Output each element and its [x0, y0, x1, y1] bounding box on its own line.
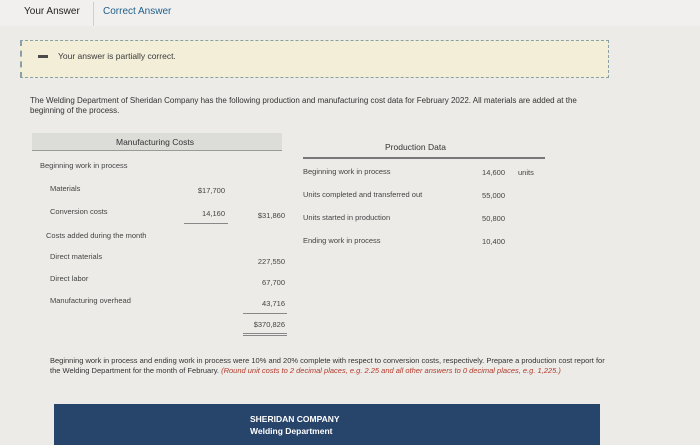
- conversion-costs-value: 14,160: [202, 209, 225, 218]
- pd-beginning-wip-value: 14,600: [482, 168, 505, 177]
- total-double-underline-1: [243, 333, 287, 334]
- tab-your-answer[interactable]: Your Answer: [24, 6, 80, 17]
- company-name: SHERIDAN COMPANY: [250, 414, 340, 424]
- partial-correct-alert: [20, 40, 609, 78]
- manufacturing-overhead-label: Manufacturing overhead: [50, 296, 131, 305]
- conversion-costs-label: Conversion costs: [50, 207, 108, 216]
- pd-ending-wip-value: 10,400: [482, 237, 505, 246]
- tab-correct-answer[interactable]: Correct Answer: [103, 6, 172, 17]
- problem-intro: The Welding Department of Sheridan Company has the following production and manufacturing cost data for February 2022. All materials are added at the beginning of the process.: [30, 96, 577, 115]
- tab-divider: [93, 2, 94, 26]
- department-name: Welding Department: [250, 426, 333, 436]
- beginning-wip-label: Beginning work in process: [40, 161, 128, 170]
- manufacturing-overhead-value: 43,716: [262, 299, 285, 308]
- direct-materials-label: Direct materials: [50, 252, 103, 261]
- total-costs-value: $370,826: [253, 320, 285, 329]
- pd-units-completed-value: 55,000: [482, 191, 505, 200]
- pd-beginning-wip-label: Beginning work in process: [303, 167, 391, 176]
- instructions-rounding: (Round unit costs to 2 decimal places, e.g. 2.25 and all other answers to 0 decimal places, e.g. 1,225.): [221, 366, 561, 375]
- pd-units-started-label: Units started in production: [303, 213, 391, 222]
- materials-value: $17,700: [197, 186, 225, 195]
- direct-labor-label: Direct labor: [50, 274, 89, 283]
- beginning-wip-total: $31,860: [257, 211, 285, 220]
- conversion-underline: [184, 223, 228, 224]
- direct-labor-value: 67,700: [262, 278, 285, 287]
- pd-ending-wip-label: Ending work in process: [303, 236, 381, 245]
- pd-units-completed-label: Units completed and transferred out: [303, 190, 423, 199]
- pd-beginning-wip-unit: units: [518, 168, 534, 177]
- materials-label: Materials: [50, 184, 81, 193]
- direct-materials-value: 227,550: [257, 257, 285, 266]
- pd-units-started-value: 50,800: [482, 214, 505, 223]
- instructions: [50, 356, 610, 376]
- manufacturing-costs-rule: [32, 150, 282, 151]
- overhead-underline: [243, 313, 287, 314]
- answer-tab-bar: [0, 0, 700, 26]
- costs-added-label: Costs added during the month: [46, 231, 147, 240]
- report-header: [54, 404, 600, 445]
- production-data-title: Production Data: [385, 142, 446, 152]
- total-double-underline-2: [243, 335, 287, 336]
- alert-message: Your answer is partially correct.: [58, 51, 176, 61]
- manufacturing-costs-title: Manufacturing Costs: [116, 137, 194, 147]
- instructions-main: Beginning work in process and ending work in process were 10% and 20% complete with respect to conversion costs, respectively. Prepare a production cost report for the Welding Department for the month of February.: [50, 356, 605, 375]
- minus-icon: [38, 55, 48, 58]
- production-data-rule: [303, 157, 545, 159]
